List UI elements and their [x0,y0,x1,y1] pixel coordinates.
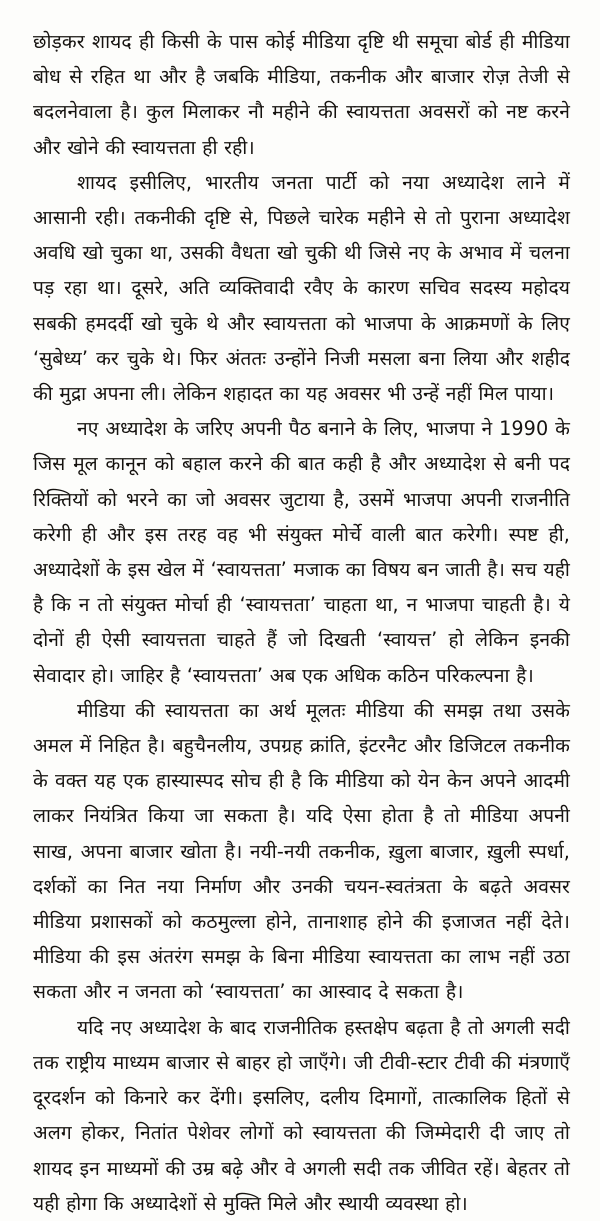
page-text-body [33,24,570,1221]
paragraph-2: शायद इसीलिए, भारतीय जनता पार्टी को नया अध्यादेश लाने में आसानी रही। तकनीकी दृष्टि से, पिछले चारेक महीने से तो पुराना अध्यादेश अवधि खो चुका था, उसकी वैधता खो चुकी थी जिसे नए के अभाव में चलना पड़ रहा था। दूसरे, अति व्यक्तिवादी रवैए के कारण सचिव सदस्य महोदय सबकी हमदर्दी खो चुके थे और स्वायत्तता को भाजपा के आक्रमणों के लिए ‘सुबेध्य’ कर चुके थे। फिर अंततः उन्होंने निजी मसला बना लिया और शहीद की मुद्रा अपना ली। लेकिन शहादत का यह अवसर भी उन्हें नहीं मिल पाया। [33,170,570,406]
paragraph-5: यदि नए अध्यादेश के बाद राजनीतिक हस्तक्षेप बढ़ता है तो अगली सदी तक राष्ट्रीय माध्यम बाजार से बाहर हो जाएँगे। जी टीवी-स्टार टीवी की मंत्रणाएँ दूरदर्शन को किनारे कर देंगी। इसलिए, दलीय दिमागों, तात्कालिक हितों से अलग होकर, नितांत पेशेवर लोगों को स्वायत्तता की जिम्मेदारी दी जाए तो शायद इन माध्यमों की उम्र बढ़े और वे अगली सदी तक जीवित रहें। बेहतर तो यही होगा कि अध्यादेशों से मुक्ति मिले और स्थायी व्यवस्था हो। [33,1015,570,1215]
paragraph-1: छोड़कर शायद ही किसी के पास कोई मीडिया दृष्टि थी समूचा बोर्ड ही मीडिया बोध से रहित था और है जबकि मीडिया, तकनीक और बाजार रोज़ तेजी से बदलनेवाला है। कुल मिलाकर नौ महीने की स्वायत्तता अवसरों को नष्ट करने और खोने की स्वायत्तता ही रही। [33,30,570,159]
paragraph-3: नए अध्यादेश के जरिए अपनी पैठ बनाने के लिए, भाजपा ने 1990 के जिस मूल कानून को बहाल करने की बात कही है और अध्यादेश से बनी पद रिक्तियों को भरने का जो अवसर जुटाया है, उसमें भाजपा अपनी राजनीति करेगी ही और इस तरह वह भी संयुक्त मोर्चे वाली बात करेगी। स्पष्ट ही, अध्यादेशों के इस खेल में ‘स्वायत्तता’ मजाक का विषय बन जाती है। सच यही है कि न तो संयुक्त मोर्चा ही ‘स्वायत्तता’ चाहता था, न भाजपा चाहती है। ये दोनों ही ऐसी स्वायत्तता चाहते हैं जो दिखती ‘स्वायत्त’ हो लेकिन इनकी सेवादार हो। जाहिर है ‘स्वायत्तता’ अब एक अधिक कठिन परिकल्पना है। [33,417,570,687]
paragraph-4: मीडिया की स्वायत्तता का अर्थ मूलतः मीडिया की समझ तथा उसके अमल में निहित है। बहुचैनलीय, उपग्रह क्रांति, इंटरनैट और डिजिटल तकनीक के वक्त यह एक हास्यास्पद सोच ही है कि मीडिया को येन केन अपने आदमी लाकर नियंत्रित किया जा सकता है। यदि ऐसा होता है तो मीडिया अपनी साख, अपना बाजार खोता है। नयी-नयी तकनीक, ख़ुला बाजार, ख़ुली स्पर्धा, दर्शकों का नित नया निर्माण और उनकी चयन-स्वतंत्रता के बढ़ते अवसर मीडिया प्रशासकों को कठमुल्ला होने, तानाशाह होने की इजाजत नहीं देते। मीडिया की इस अंतरंग समझ के बिना मीडिया स्वायत्तता का लाभ नहीं उठा सकता और न जनता को ‘स्वायत्तता’ का आस्वाद दे सकता है। [33,698,570,1004]
